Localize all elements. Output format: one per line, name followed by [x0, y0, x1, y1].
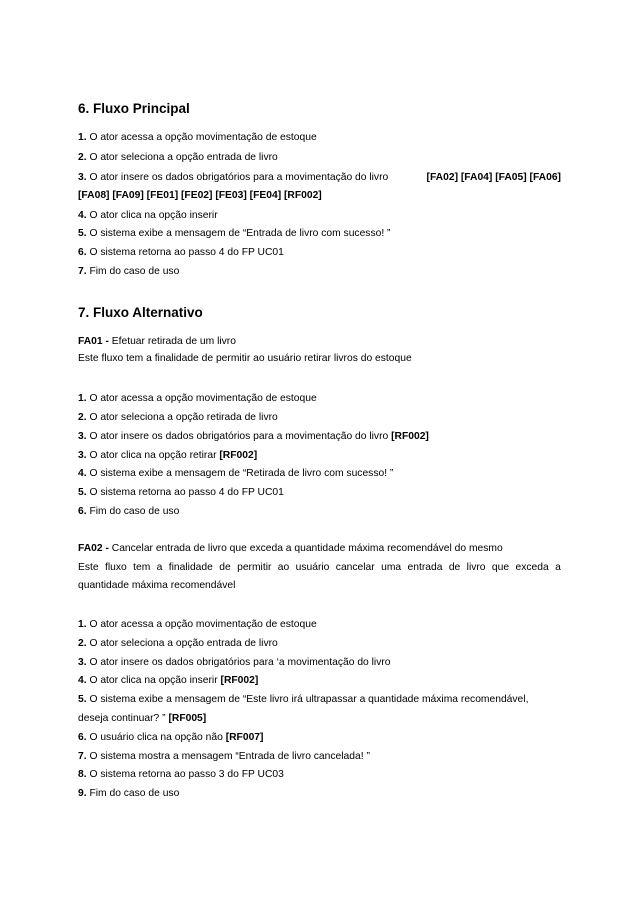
- fp-step-2: 2. O ator seleciona a opção entrada de livro: [78, 152, 278, 163]
- fa01-step-5: 5. O sistema retorna ao passo 4 do FP UC01: [78, 487, 284, 498]
- fa01-step-3b: 3. O ator clica na opção retirar [RF002]: [78, 450, 258, 461]
- heading-fluxo-alternativo: 7. Fluxo Alternativo: [78, 305, 203, 320]
- fa02-step-2: 2. O ator seleciona a opção entrada de livro: [78, 638, 278, 649]
- fp-step-1: 1. O ator acessa a opção movimentação de estoque: [78, 132, 317, 143]
- fp-step-3-continuation: [FA08] [FA09] [FE01] [FE02] [FE03] [FE04] [RF002]: [78, 190, 322, 201]
- fa02-step-6: 6. O usuário clica na opção não [RF007]: [78, 732, 264, 743]
- fa02-step-4: 4. O ator clica na opção inserir [RF002]: [78, 675, 259, 686]
- fp-step-7: 7. Fim do caso de uso: [78, 266, 180, 277]
- fa01-step-4: 4. O sistema exibe a mensagem de “Retirada de livro com sucesso! ”: [78, 468, 394, 479]
- fa02-step-8: 8. O sistema retorna ao passo 3 do FP UC03: [78, 769, 284, 780]
- fa02-step-1: 1. O ator acessa a opção movimentação de estoque: [78, 619, 317, 630]
- fa02-step-9: 9. Fim do caso de uso: [78, 788, 180, 799]
- fa02-step-5-continuation: deseja continuar? ” [RF005]: [78, 713, 207, 724]
- fa02-description-line-1: Este fluxo tem a finalidade de permitir ao usuário cancelar uma entrada de livro que exceda a: [78, 562, 561, 573]
- fa01-title: FA01 - Efetuar retirada de um livro: [78, 336, 236, 347]
- fa02-title: FA02 - Cancelar entrada de livro que exceda a quantidade máxima recomendável do mesmo: [78, 543, 503, 554]
- fa01-step-6: 6. Fim do caso de uso: [78, 506, 180, 517]
- fa02-description-line-2: quantidade máxima recomendável: [78, 580, 236, 591]
- fa01-step-1: 1. O ator acessa a opção movimentação de estoque: [78, 393, 317, 404]
- fa02-step-3: 3. O ator insere os dados obrigatórios para ‘a movimentação do livro: [78, 657, 391, 668]
- fa01-step-2: 2. O ator seleciona a opção retirada de livro: [78, 412, 278, 423]
- fp-step-3: 3. O ator insere os dados obrigatórios para a movimentação do livro [FA02] [FA04] [FA05] [FA06]: [78, 172, 561, 183]
- fa02-step-7: 7. O sistema mostra a mensagem “Entrada de livro cancelada! ”: [78, 751, 370, 762]
- fp-step-6: 6. O sistema retorna ao passo 4 do FP UC01: [78, 247, 284, 258]
- fp-step-5: 5. O sistema exibe a mensagem de “Entrada de livro com sucesso! ”: [78, 228, 391, 239]
- fa01-description: Este fluxo tem a finalidade de permitir ao usuário retirar livros do estoque: [78, 353, 412, 364]
- fp-step-4: 4. O ator clica na opção inserir: [78, 210, 218, 221]
- heading-fluxo-principal: 6. Fluxo Principal: [78, 101, 190, 116]
- fa01-step-3a: 3. O ator insere os dados obrigatórios para a movimentação do livro [RF002]: [78, 431, 429, 442]
- fa02-step-5: 5. O sistema exibe a mensagem de “Este livro irá ultrapassar a quantidade máxima recomendável,: [78, 694, 529, 705]
